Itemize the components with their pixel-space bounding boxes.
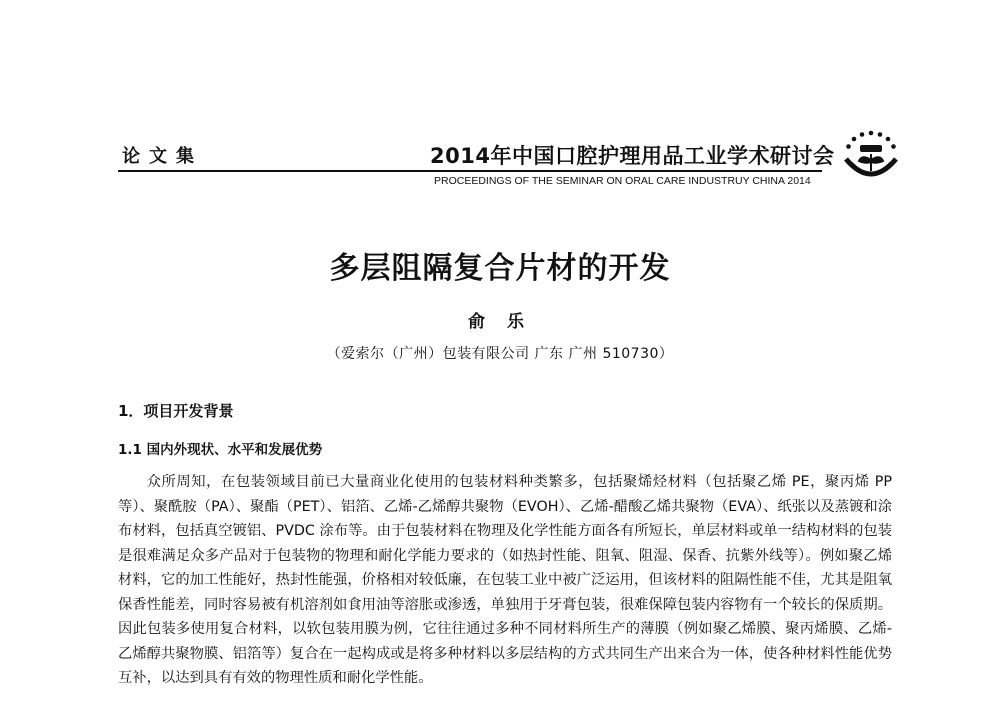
- author-affiliation: （爱索尔（广州）包装有限公司 广东 广州 510730）: [326, 346, 674, 362]
- body-text: [118, 470, 892, 691]
- seminar-title: 2014年中国口腔护理用品工业学术研讨会: [430, 144, 835, 168]
- seminar-subtitle: PROCEEDINGS OF THE SEMINAR ON ORAL CARE INDUSTRUY CHINA 2014: [434, 175, 811, 187]
- section-heading: 1．项目开发背景: [118, 402, 234, 420]
- header-rule: [118, 170, 822, 172]
- subsection-heading: 1.1 国内外现状、水平和发展优势: [118, 442, 323, 458]
- author-name: 俞 乐: [468, 312, 532, 332]
- body-paragraph: 众所周知，在包装领域目前已大量商业化使用的包装材料种类繁多，包括聚烯烃材料（包括聚乙烯 PE，聚丙烯 PP 等）、聚酰胺（PA）、聚酯（PET）、铝箔、乙烯-乙烯醇共聚物（EVOH）、乙烯-醋酸乙烯共聚物（EVA）、纸张以及蒸镀和涂布材料，包括真空镀铝、PVDC 涂布等。由于包装材料在物理及化学性能方面各有所短长，单层材料或单一结构材料的包装是很难满足众多产品对于包装物的物理和耐化学能力要求的（如热封性能、阻氧、阻湿、保香、抗紫外线等）。例如聚乙烯材料，它的加工性能好，热封性能强，价格相对较低廉，在包装工业中被广泛运用，但该材料的阻隔性能不佳，尤其是阻氧保香性能差，同时容易被有机溶剂如食用油等溶胀或渗透，单独用于牙膏包装，很难保障包装内容物有一个较长的保质期。因此包装多使用复合材料，以软包装用膜为例，它往往通过多种不同材料所生产的薄膜（例如聚乙烯膜、聚丙烯膜、乙烯-乙烯醇共聚物膜、铝箔等）复合在一起构成或是将多种材料以多层结构的方式共同生产出来合为一体，使各种材料性能优势互补，以达到具有有效的物理性质和耐化学性能。: [118, 474, 892, 686]
- seminar-logo-icon: [840, 127, 902, 189]
- proceedings-label: 论文集: [122, 146, 203, 167]
- paper-title: 多层阻隔复合片材的开发: [329, 251, 671, 286]
